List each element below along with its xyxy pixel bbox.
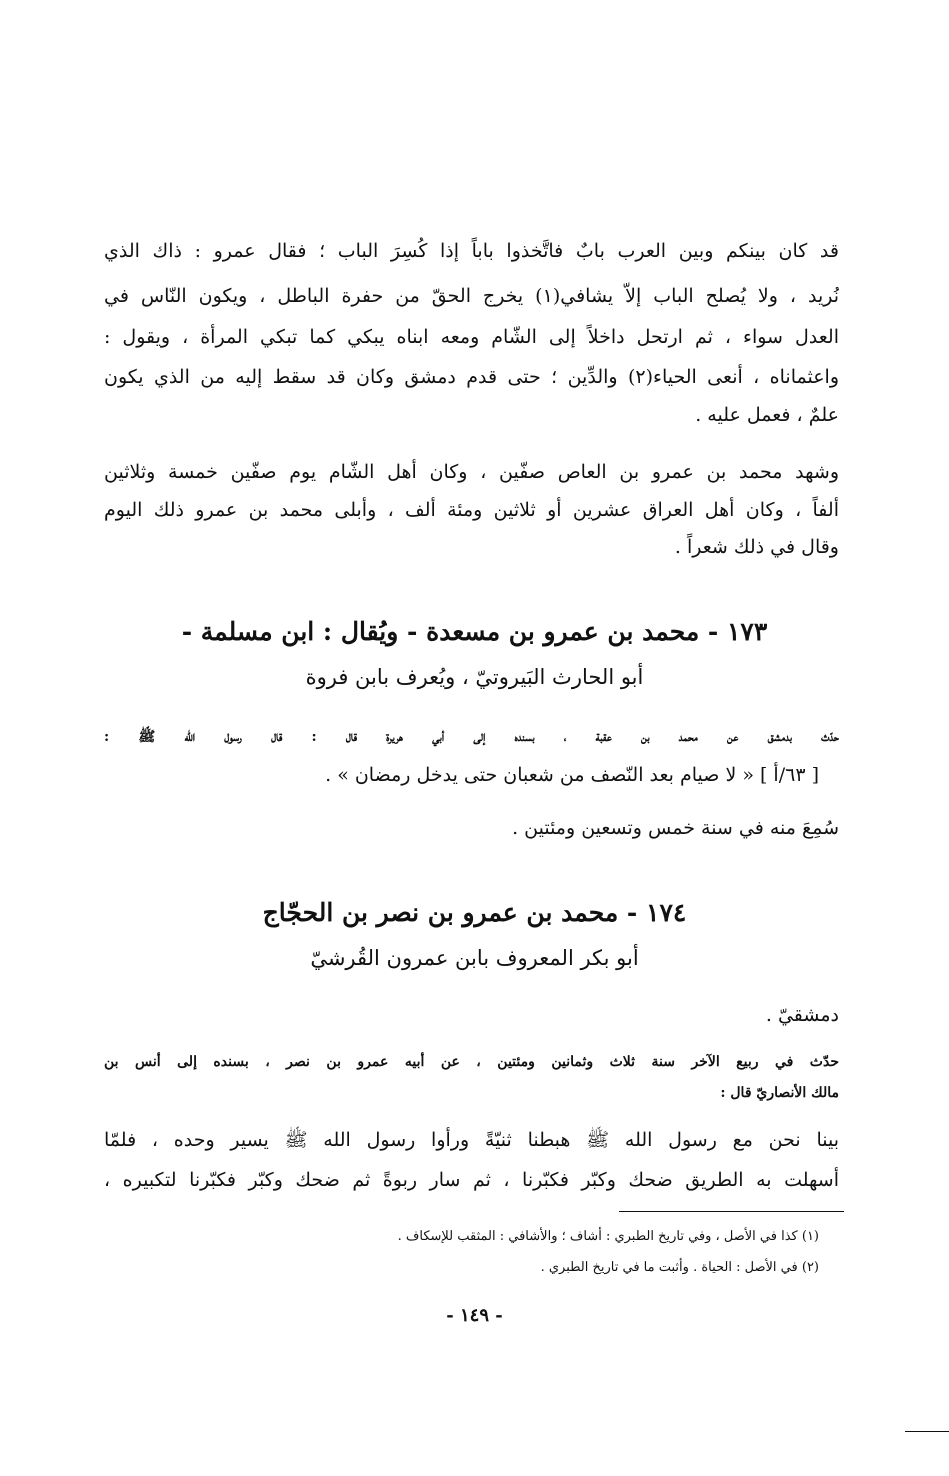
text-line: وقال في ذلك شعراً . xyxy=(674,536,839,558)
text-line: بينا نحن مع رسول الله ﷺ هبطنا ثنيّةً ورأوا رسول الله ﷺ يسير وحده ، فلمّا xyxy=(104,1129,839,1151)
text-line: العدل سواء ، ثم ارتحل داخلاً إلى الشّام ومعه ابناه يبكي كما تبكي المرأة ، ويقول : xyxy=(104,326,839,348)
page-number: - ١٤٩ - xyxy=(446,1305,503,1326)
text-line: وشهد محمد بن عمرو بن العاص صفّين ، وكان أهل الشّام يوم صفّين خمسة وثلاثين xyxy=(104,461,839,483)
entry-origin: دمشقيّ . xyxy=(765,1004,839,1026)
text-line: واعثماناه ، أنعى الحياء(٢) والدِّين ؛ حتى قدم دمشق وكان قد سقط إليه من الذي يكون xyxy=(104,366,839,388)
text-line: قد كان بينكم وبين العرب بابٌ فاتَّخذوا باباً إذا كُسِرَ الباب ؛ فقال عمرو : ذاك الذي xyxy=(104,240,839,262)
text-line: علمٌ ، فعمل عليه . xyxy=(695,404,839,426)
footnote: (٢) في الأصل : الحياة . وأثبت ما في تاريخ الطبري . xyxy=(540,1260,819,1275)
footnote: (١) كذا في الأصل ، وفي تاريخ الطبري : أشاف ؛ والأشافي : المثقب للإسكاف . xyxy=(397,1229,819,1244)
entry-note: سُمِعَ منه في سنة خمس وتسعين ومئتين . xyxy=(512,817,839,839)
entry-heading: ١٧٤ - محمد بن عمرو بن نصر بن الحجّاج xyxy=(262,898,687,927)
hadith-intro: مالك الأنصاريّ قال : xyxy=(720,1085,839,1101)
footnote-separator xyxy=(619,1211,844,1212)
entry-subheading: أبو بكر المعروف بابن عمرون القُرشيّ xyxy=(310,946,639,970)
hadith-text: [ ٦٣/أ ] « لا صيام بعد النّصف من شعبان حتى يدخل رمضان » . xyxy=(325,764,819,786)
text-line: أسهلت به الطريق ضحك وكبّر فكبّرنا ، ثم سار ربوةً ثم ضحك وكبّر فكبّرنا لتكبيره ، xyxy=(104,1169,839,1191)
text-line: ألفاً ، وكان أهل العراق عشرين أو ثلاثين ومئة ألف ، وأبلى محمد بن عمرو ذلك اليوم xyxy=(104,499,839,521)
entry-subheading: أبو الحارث البَيروتيّ ، ويُعرف بابن فروة xyxy=(305,665,644,689)
text-line: نُريد ، ولا يُصلح الباب إلاّ يشافي(١) يخرج الحقّ من حفرة الباطل ، ويكون النّاس في xyxy=(104,285,839,307)
hadith-intro: حدّث بدمشق عن محمد بن عقبة ، بسنده إلى أبي هريرة قال : قال رسول الله ﷺ : xyxy=(104,729,839,745)
hadith-intro: حدّث في ربيع الآخر سنة ثلاث وثمانين ومئتين ، عن أبيه عمرو بن نصر ، بسنده إلى أنس بن xyxy=(104,1054,839,1070)
edge-mark xyxy=(905,1431,949,1432)
entry-heading: ١٧٣ - محمد بن عمرو بن مسعدة - ويُقال : ابن مسلمة - xyxy=(181,617,768,646)
